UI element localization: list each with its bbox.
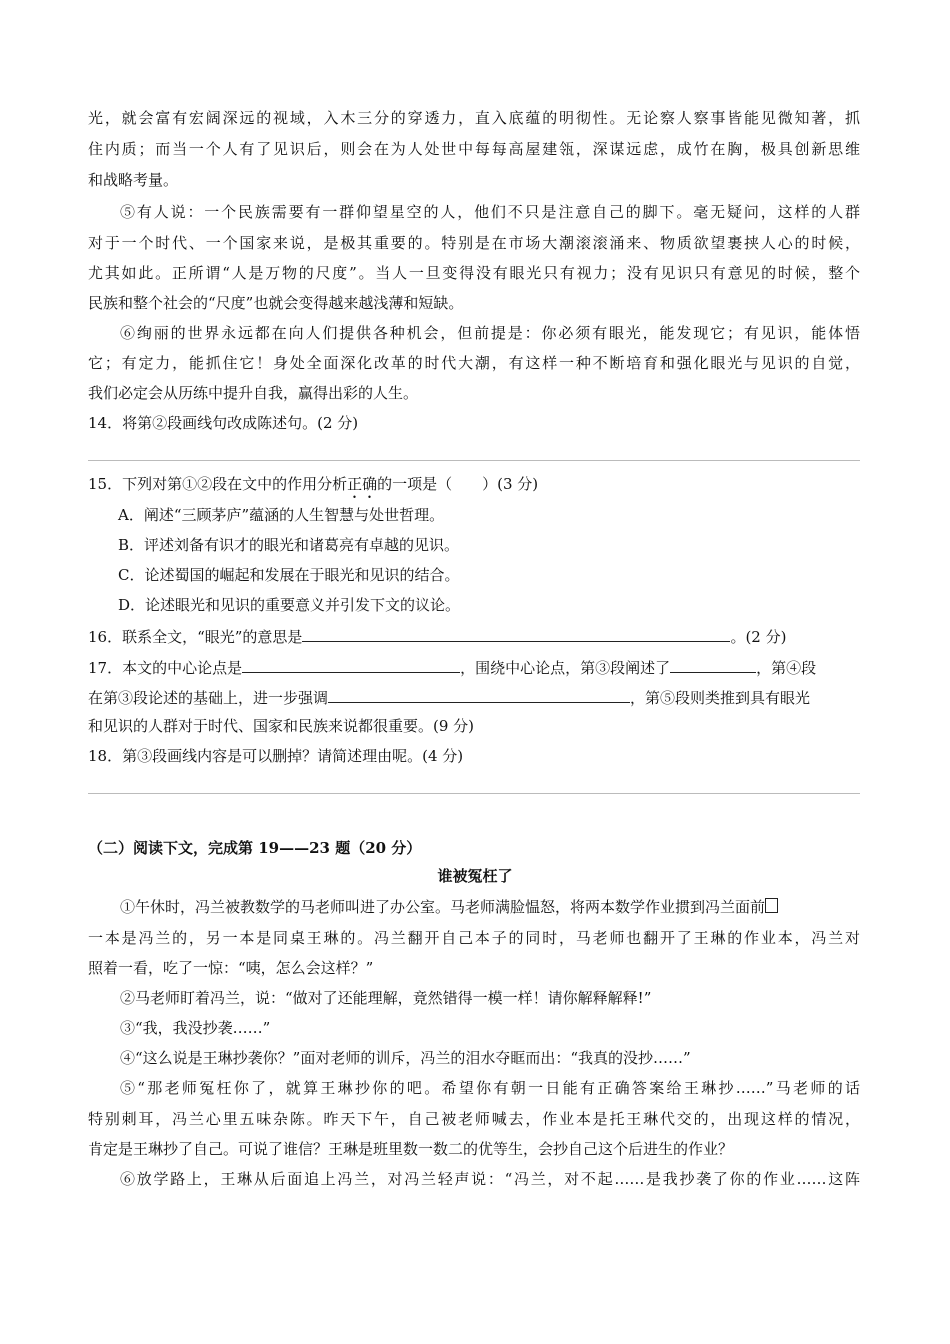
answer-blank-17-1[interactable] [242, 656, 460, 673]
passage-intro-line-3: 和战略考量。 [88, 171, 179, 189]
story-paragraph-1-line-1 [120, 897, 860, 917]
question-17-text-d: 在第③段论述的基础上，进一步强调 [88, 689, 329, 707]
option-c[interactable]: C．论述蜀国的崛起和发展在于眼光和见识的结合。 [118, 566, 460, 584]
story-paragraph-6-line-1: ⑥放学路上，王琳从后面追上冯兰，对冯兰轻声说：“冯兰，对不起……是我抄袭了你的作业……这阵 [120, 1170, 860, 1188]
story-paragraph-5-line-3: 肯定是王琳抄了自己。可说了谁信？王琳是班里数一数二的优等生，会抄自己这个后进生的作业？ [88, 1140, 734, 1158]
paragraph-5-line-4: 民族和整个社会的“尺度”也就会变得越来越浅薄和短缺。 [88, 294, 464, 312]
section-2-heading: （二）阅读下文，完成第 19——23 题（20 分） [88, 839, 422, 857]
paragraph-6-line-2: 它；有定力，能抓住它！身处全面深化改革的时代大潮，有这样一种不断培育和强化眼光与见识的自觉， [88, 354, 860, 372]
question-17-text-b: ，围绕中心论点，第③段阐述了 [460, 659, 671, 677]
paragraph-5-line-2: 对于一个时代、一个国家来说，是极其重要的。特别是在市场大潮滚滚涌来、物质欲望裹挟人心的时候， [88, 234, 860, 252]
question-15-stem [88, 474, 538, 502]
paragraph-5-line-3: 尤其如此。正所谓“人是万物的尺度”。当人一旦变得没有眼光只有视力；没有见识只有意见的时候，整个 [88, 264, 860, 282]
story-title: 谁被冤枉了 [437, 867, 513, 885]
question-14: 14．将第②段画线句改成陈述句。(2 分) [88, 414, 359, 432]
question-17-text-e: ，第⑤段则类推到具有眼光 [630, 689, 811, 707]
question-17-line-2 [88, 686, 810, 708]
answer-blank-16[interactable] [302, 625, 730, 642]
story-paragraph-1-line-3: 照着一看，吃了一惊：“咦，怎么会这样？” [88, 959, 374, 977]
missing-char-box [765, 898, 778, 913]
story-paragraph-5-line-2: 特别刺耳，冯兰心里五味杂陈。昨天下午，自己被老师喊去，作业本是托王琳代交的，出现这样的情况， [88, 1110, 860, 1128]
option-a[interactable]: A．阐述“三顾茅庐”蕴涵的人生智慧与处世哲理。 [118, 506, 445, 524]
story-paragraph-1-line-2: 一本是冯兰的，另一本是同桌王琳的。冯兰翻开自己本子的同时，马老师也翻开了王琳的作业本，冯兰对 [88, 929, 860, 947]
question-15-stem-b: 的一项是（ ）(3 分) [377, 475, 539, 493]
question-17-text-c: ，第④段 [756, 659, 817, 677]
answer-line-14[interactable] [88, 460, 860, 461]
paragraph-6-line-3: 我们必定会从历练中提升自我，赢得出彩的人生。 [88, 384, 419, 402]
question-16-text: 16．联系全文，“眼光”的意思是 [88, 628, 303, 646]
option-b[interactable]: B．评述刘备有识才的眼光和诸葛亮有卓越的见识。 [118, 536, 460, 554]
question-15-stem-a: 15．下列对第①②段在文中的作用分析 [88, 475, 348, 493]
answer-blank-17-2[interactable] [670, 656, 756, 673]
question-16 [88, 625, 786, 647]
answer-blank-17-3[interactable] [328, 686, 630, 703]
question-18: 18．第③段画线内容是可以删掉？请简述理由呢。(4 分) [88, 747, 464, 765]
question-17-text-a: 17．本文的中心论点是 [88, 659, 243, 677]
question-17-line-1 [88, 656, 816, 678]
emphasis-correct: 正确 [347, 475, 378, 493]
story-paragraph-3: ③“我，我没抄袭……” [120, 1019, 271, 1037]
answer-line-18[interactable] [88, 793, 860, 794]
story-paragraph-2: ②马老师盯着冯兰，说：“做对了还能理解，竟然错得一模一样！请你解释解释!” [120, 989, 652, 1007]
option-d[interactable]: D．论述眼光和见识的重要意义并引发下文的议论。 [118, 596, 461, 614]
passage-intro-line-2: 住内质；而当一个人有了见识后，则会在为人处世中每每高屋建瓴，深谋远虑，成竹在胸，极具创新思维 [88, 140, 860, 158]
story-p1-l1-text: ①午休时，冯兰被教数学的马老师叫进了办公室。马老师满脸愠怒，将两本数学作业掼到冯兰面前 [120, 898, 766, 916]
question-16-score: 。(2 分) [730, 628, 787, 646]
passage-intro-line-1: 光，就会富有宏阔深远的视域，入木三分的穿透力，直入底蕴的明彻性。无论察人察事皆能见微知著，抓 [88, 109, 860, 127]
question-17-line-3: 和见识的人群对于时代、国家和民族来说都很重要。(9 分) [88, 717, 475, 735]
story-paragraph-4: ④“这么说是王琳抄袭你？”面对老师的训斥，冯兰的泪水夺眶而出：“我真的没抄……” [120, 1049, 691, 1067]
paragraph-6-line-1: ⑥绚丽的世界永远都在向人们提供各种机会，但前提是：你必须有眼光，能发现它；有见识，能体悟 [120, 324, 860, 342]
paragraph-5-line-1: ⑤有人说：一个民族需要有一群仰望星空的人，他们不只是注意自己的脚下。毫无疑问，这样的人群 [120, 203, 860, 221]
story-paragraph-5-line-1: ⑤“那老师冤枉你了，就算王琳抄你的吧。希望你有朝一日能有正确答案给王琳抄……”马老师的话 [120, 1079, 860, 1097]
